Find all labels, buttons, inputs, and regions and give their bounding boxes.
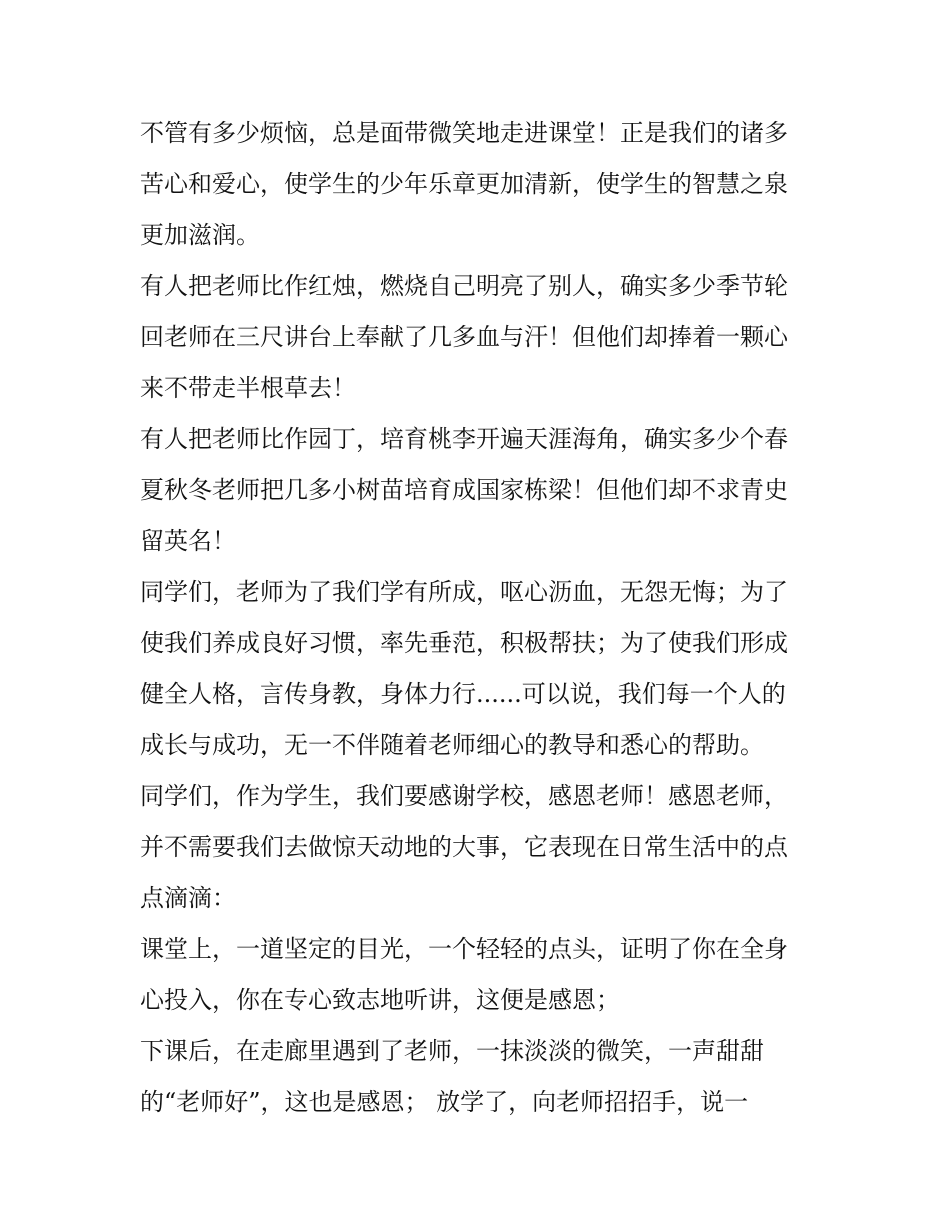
text-line-16: 点滴滴： xyxy=(140,884,236,912)
text-line-7: 有人把老师比作园丁，培育桃李开遍天涯海角，确实多少个春 xyxy=(140,425,788,453)
text-line-10: 同学们，老师为了我们学有所成，呕心沥血，无怨无悔；为了 xyxy=(140,578,788,606)
text-line-14: 同学们，作为学生，我们要感谢学校，感恩老师！感恩老师， xyxy=(140,782,788,810)
text-line-17: 课堂上，一道坚定的目光，一个轻轻的点头，证明了你在全身 xyxy=(140,935,788,963)
text-line-15: 并不需要我们去做惊天动地的大事，它表现在日常生活中的点 xyxy=(140,833,788,861)
body-text xyxy=(140,108,830,1128)
text-line-11: 使我们养成良好习惯，率先垂范，积极帮扶；为了使我们形成 xyxy=(140,629,788,657)
text-line-9: 留英名！ xyxy=(140,527,236,555)
text-line-5: 回老师在三尺讲台上奉献了几多血与汗！但他们却捧着一颗心 xyxy=(140,323,788,351)
text-line-4: 有人把老师比作红烛，燃烧自己明亮了别人，确实多少季节轮 xyxy=(140,272,788,300)
text-line-18: 心投入，你在专心致志地听讲，这便是感恩； xyxy=(140,986,620,1014)
text-line-1: 不管有多少烦恼，总是面带微笑地走进课堂！正是我们的诸多 xyxy=(140,119,788,147)
text-line-8: 夏秋冬老师把几多小树苗培育成国家栋梁！但他们却不求青史 xyxy=(140,476,788,504)
text-line-13: 成长与成功，无一不伴随着老师细心的教导和悉心的帮助。 xyxy=(140,731,764,759)
text-line-20: 的“老师好”，这也是感恩； 放学了，向老师招招手，说一 xyxy=(140,1088,749,1116)
text-line-6: 来不带走半根草去！ xyxy=(140,374,356,402)
text-line-19: 下课后，在走廊里遇到了老师，一抹淡淡的微笑，一声甜甜 xyxy=(140,1037,764,1065)
text-line-3: 更加滋润。 xyxy=(140,221,260,249)
text-line-2: 苦心和爱心，使学生的少年乐章更加清新，使学生的智慧之泉 xyxy=(140,170,788,198)
text-line-12: 健全人格，言传身教，身体力行......可以说，我们每一个人的 xyxy=(140,680,786,708)
